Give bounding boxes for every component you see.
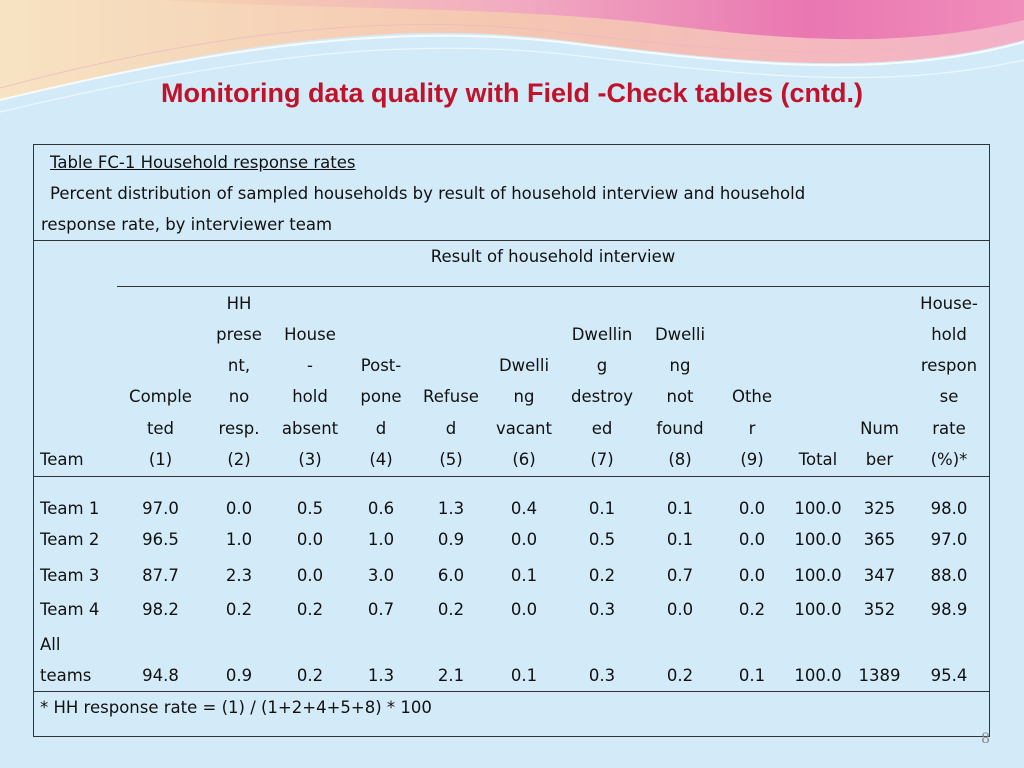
cell-number: 325 <box>863 499 896 518</box>
column-header-line: Team <box>40 449 84 469</box>
column-header-line: ber <box>865 449 894 469</box>
column-header-line: HH <box>226 293 252 313</box>
column-header-line: House <box>284 324 336 344</box>
response-rate-table <box>33 144 990 737</box>
column-header-line: (5) <box>439 449 463 469</box>
table-row <box>34 594 991 625</box>
cell-dwelling_not_found: 0.0 <box>666 600 694 619</box>
table-caption: Table FC-1 Household response rates <box>50 153 356 172</box>
cell-postponed: 3.0 <box>367 566 395 585</box>
cell-completed: 97.0 <box>142 499 179 518</box>
cell-dwelling_destroyed: 0.2 <box>588 566 616 585</box>
total-cell-hh_present_no_resp: 0.9 <box>225 666 253 685</box>
cell-response_rate: 97.0 <box>930 530 968 549</box>
column-header-line: absent <box>281 418 339 438</box>
cell-number: 352 <box>863 600 896 619</box>
total-row <box>34 629 989 691</box>
column-header-line: not <box>666 387 694 407</box>
cell-other: 0.0 <box>738 566 766 585</box>
cell-refused: 0.2 <box>437 600 465 619</box>
total-cell-refused: 2.1 <box>437 666 465 685</box>
total-cell-response_rate: 95.4 <box>930 666 968 685</box>
cell-other: 0.2 <box>738 600 766 619</box>
column-header-line: (8) <box>668 449 692 469</box>
column-header-line: found <box>656 418 704 438</box>
cell-number: 347 <box>863 566 896 585</box>
column-header-line: se <box>939 387 959 407</box>
cell-completed: 87.7 <box>142 566 179 585</box>
total-cell-household_absent: 0.2 <box>296 666 324 685</box>
team-label: Team 3 <box>40 566 100 585</box>
cell-other: 0.0 <box>738 530 766 549</box>
cell-dwelling_destroyed: 0.3 <box>588 600 616 619</box>
column-header-line: ng <box>513 387 535 407</box>
column-header-line: ted <box>146 418 175 438</box>
column-header-line: Post- <box>360 356 402 376</box>
cell-dwelling_vacant: 0.0 <box>510 530 538 549</box>
cell-response_rate: 98.9 <box>930 600 968 619</box>
table-footnote: * HH response rate = (1) / (1+2+4+5+8) * 100 <box>40 698 432 717</box>
table-description-line1: Percent distribution of sampled households by result of household interview and household <box>50 184 806 203</box>
cell-total: 100.0 <box>794 600 842 619</box>
cell-dwelling_vacant: 0.1 <box>510 566 538 585</box>
cell-hh_present_no_resp: 2.3 <box>225 566 253 585</box>
cell-refused: 0.9 <box>437 530 465 549</box>
cell-dwelling_destroyed: 0.1 <box>588 499 616 518</box>
column-header-line: hold <box>931 324 967 344</box>
total-cell-number: 1389 <box>858 666 901 685</box>
cell-hh_present_no_resp: 0.0 <box>225 499 253 518</box>
total-cell-dwelling_vacant: 0.1 <box>510 666 538 685</box>
cell-household_absent: 0.0 <box>296 530 324 549</box>
table-row <box>34 493 991 524</box>
cell-household_absent: 0.5 <box>296 499 324 518</box>
cell-postponed: 0.6 <box>367 499 395 518</box>
cell-dwelling_vacant: 0.4 <box>510 499 538 518</box>
team-label: Team 4 <box>40 600 100 619</box>
total-cell-total: 100.0 <box>794 666 842 685</box>
total-cell-dwelling_not_found: 0.2 <box>666 666 694 685</box>
column-header-line: Comple <box>129 387 192 407</box>
column-header-line: g <box>596 356 608 376</box>
column-header-line: vacant <box>496 418 552 438</box>
total-cell-other: 0.1 <box>738 666 766 685</box>
cell-refused: 1.3 <box>437 499 465 518</box>
column-header-line: (9) <box>740 449 764 469</box>
cell-hh_present_no_resp: 0.2 <box>225 600 253 619</box>
cell-refused: 6.0 <box>437 566 465 585</box>
cell-other: 0.0 <box>738 499 766 518</box>
cell-dwelling_destroyed: 0.5 <box>588 530 616 549</box>
column-header-line: d <box>375 418 387 438</box>
cell-total: 100.0 <box>794 566 842 585</box>
column-header-line: (4) <box>369 449 393 469</box>
cell-total: 100.0 <box>794 530 842 549</box>
cell-completed: 96.5 <box>142 530 179 549</box>
group-header: Result of household interview <box>430 247 676 266</box>
cell-dwelling_not_found: 0.7 <box>666 566 694 585</box>
table-row <box>34 524 991 555</box>
column-header-line: (%)* <box>930 449 968 469</box>
column-header-line: rate <box>932 418 966 438</box>
cell-dwelling_not_found: 0.1 <box>666 499 694 518</box>
total-row-values <box>34 660 989 691</box>
total-cell-completed: 94.8 <box>142 666 179 685</box>
cell-postponed: 0.7 <box>367 600 395 619</box>
total-row-label-line2: teams <box>40 666 92 685</box>
column-header-line: pone <box>360 387 402 407</box>
column-header-line: hold <box>292 387 328 407</box>
column-header-line: respon <box>920 356 978 376</box>
column-header-line: - <box>307 356 313 376</box>
cell-hh_present_no_resp: 1.0 <box>225 530 253 549</box>
cell-response_rate: 88.0 <box>930 566 968 585</box>
cell-postponed: 1.0 <box>367 530 395 549</box>
slide-title: Monitoring data quality with Field -Check tables (cntd.) <box>160 78 864 108</box>
column-header-line: Othe <box>731 387 773 407</box>
team-label: Team 2 <box>40 530 100 549</box>
column-header-line: (7) <box>590 449 614 469</box>
column-header-line: prese <box>216 324 262 344</box>
cell-total: 100.0 <box>794 499 842 518</box>
column-header-line: resp. <box>218 418 260 438</box>
cell-household_absent: 0.0 <box>296 566 324 585</box>
column-header-line: r <box>748 418 756 438</box>
cell-dwelling_vacant: 0.0 <box>510 600 538 619</box>
total-cell-postponed: 1.3 <box>367 666 395 685</box>
column-header-line: Num <box>860 418 899 438</box>
column-header-line: d <box>445 418 457 438</box>
cell-dwelling_not_found: 0.1 <box>666 530 694 549</box>
table-description-line2: response rate, by interviewer team <box>41 215 333 234</box>
table-body <box>34 145 989 691</box>
cell-completed: 98.2 <box>142 600 179 619</box>
table-row <box>34 560 991 591</box>
column-header-line: Dwelli <box>498 356 550 376</box>
column-header-line: Total <box>798 449 838 469</box>
total-row-label-line1: All <box>40 635 61 654</box>
cell-number: 365 <box>863 530 896 549</box>
team-label: Team 1 <box>40 499 100 518</box>
column-header-line: ng <box>669 356 691 376</box>
column-header-line: no <box>228 387 250 407</box>
column-header-line: nt, <box>227 356 251 376</box>
column-header-line: (3) <box>298 449 322 469</box>
total-cell-dwelling_destroyed: 0.3 <box>588 666 616 685</box>
column-header-line: (2) <box>227 449 251 469</box>
cell-response_rate: 98.0 <box>930 499 968 518</box>
column-header-line: (1) <box>148 449 173 469</box>
column-header-line: Dwelli <box>654 324 706 344</box>
column-header-line: destroy <box>571 387 633 407</box>
column-header-line: House- <box>920 293 978 313</box>
column-header-line: ed <box>591 418 613 438</box>
column-header-line: (6) <box>512 449 536 469</box>
column-header-line: Refuse <box>423 387 479 407</box>
column-header-line: Dwellin <box>571 324 633 344</box>
page-number: 8 <box>981 731 990 747</box>
cell-household_absent: 0.2 <box>296 600 324 619</box>
